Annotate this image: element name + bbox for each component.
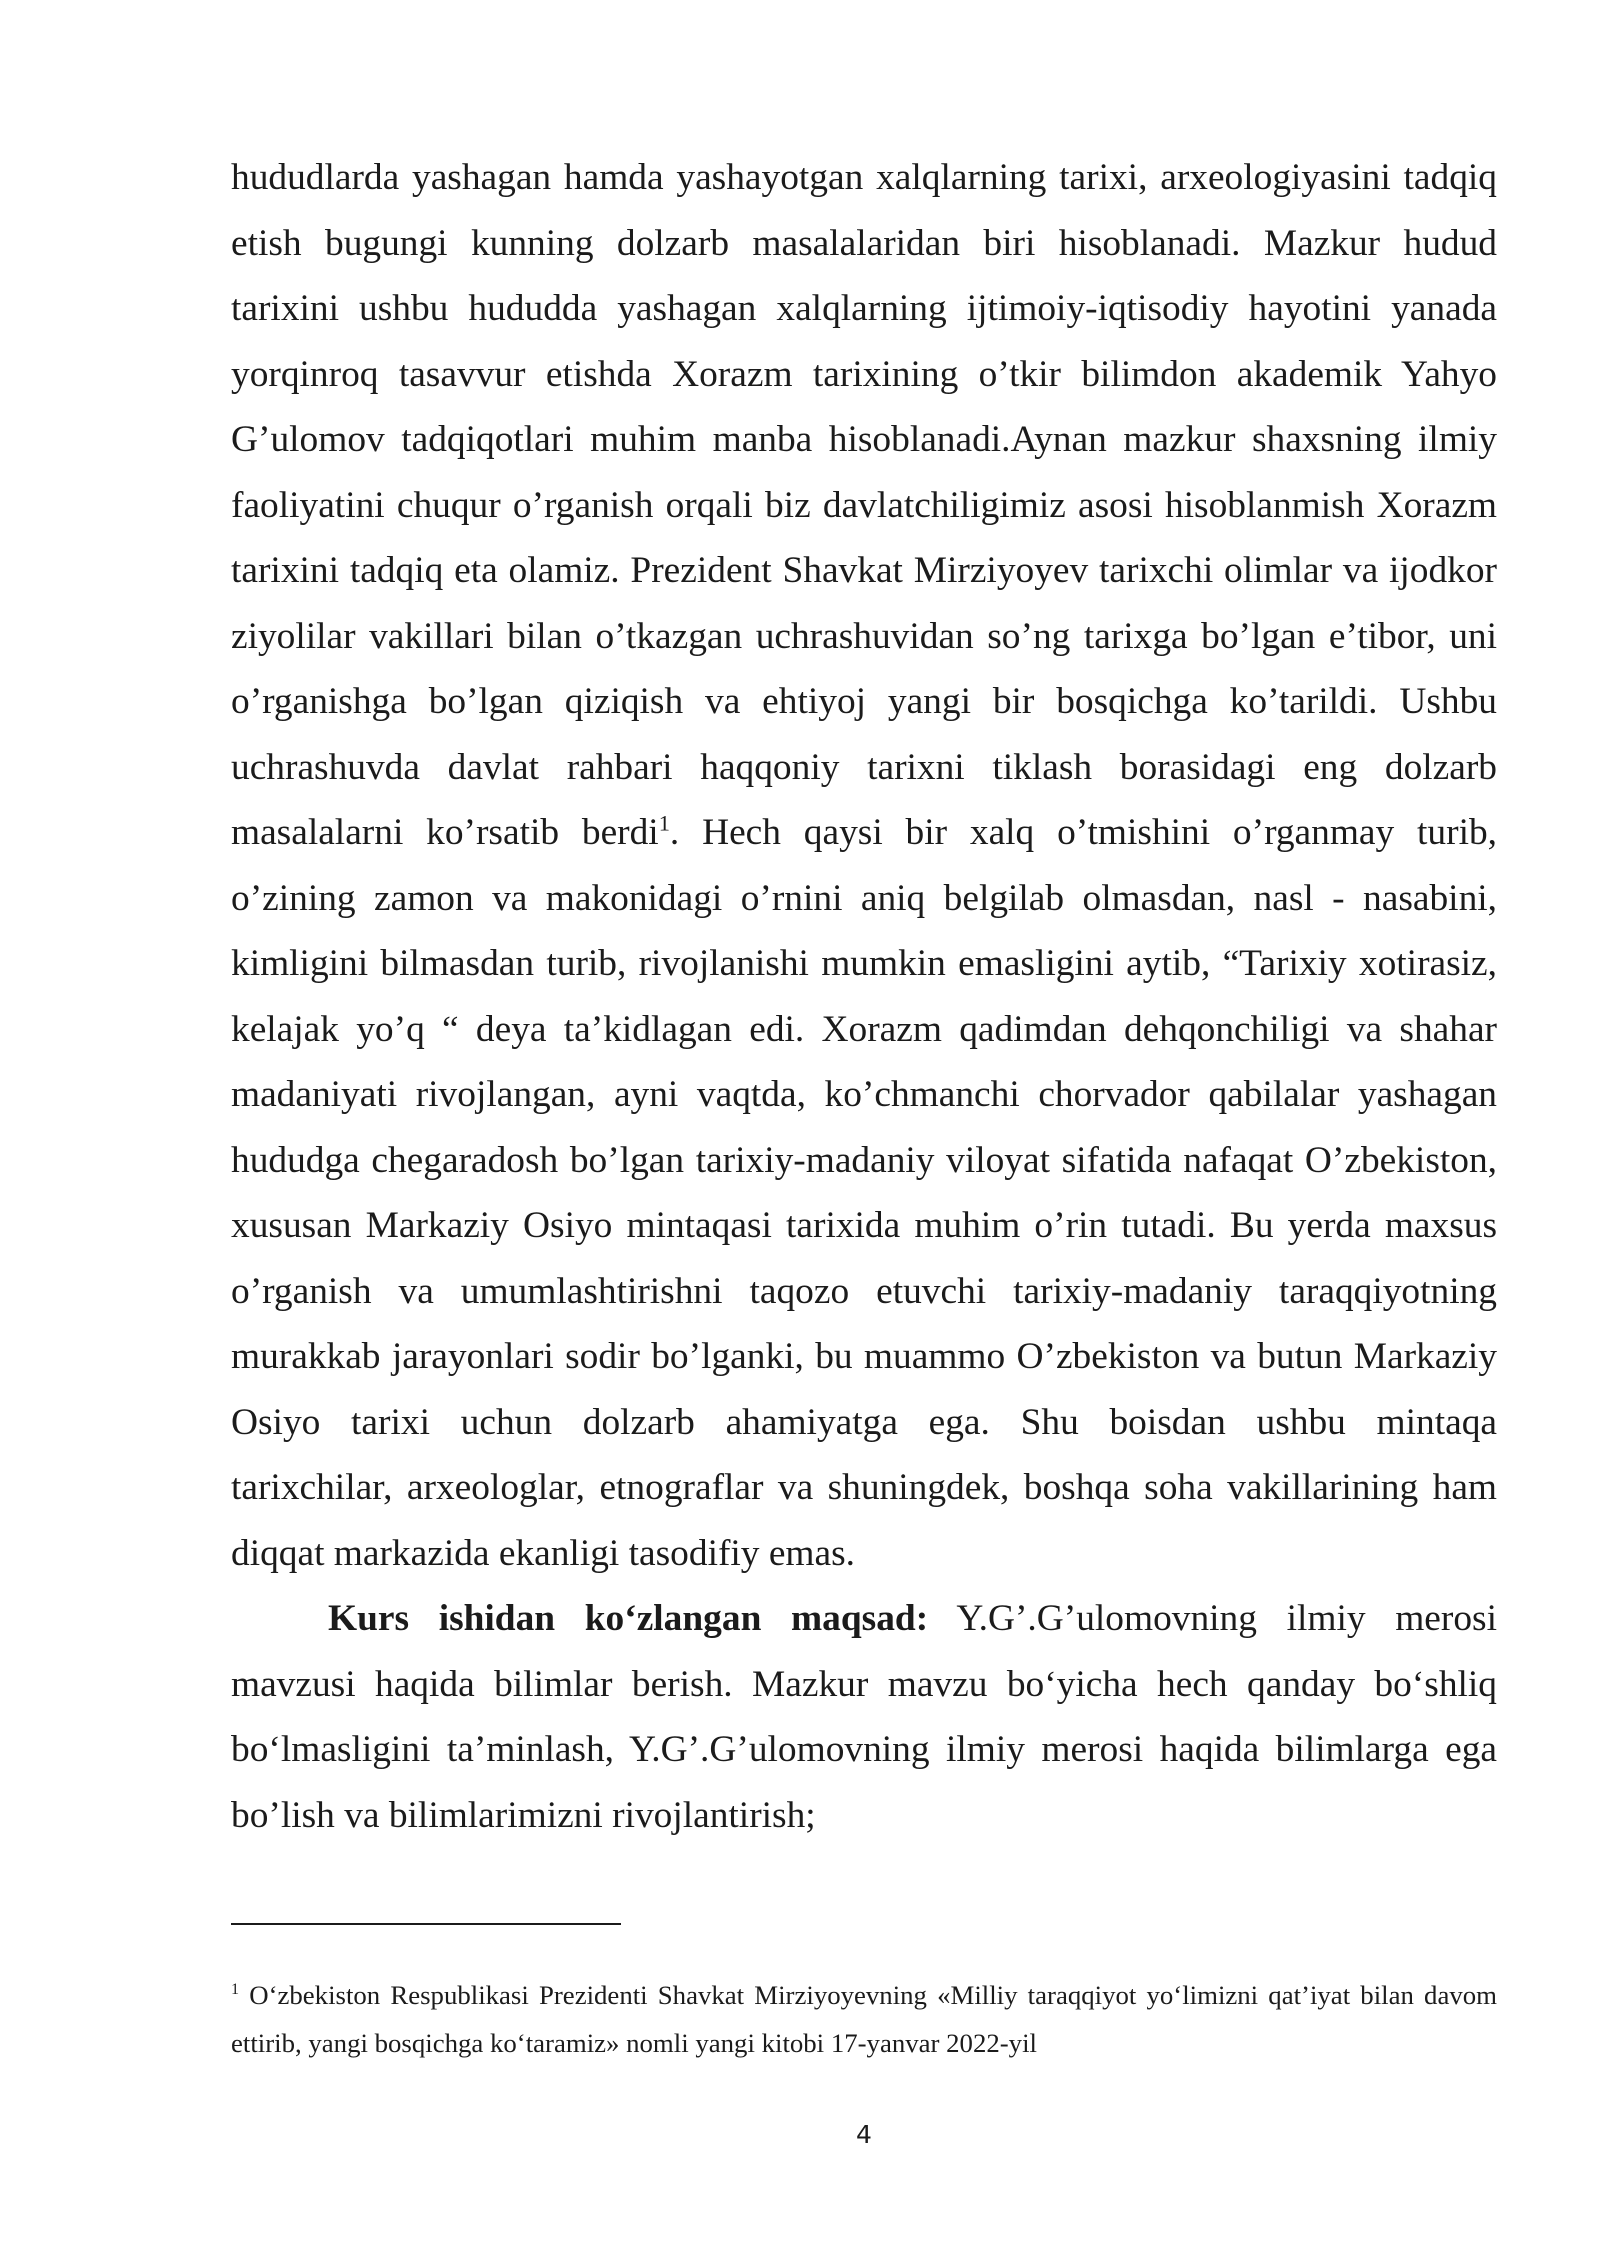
footnote-separator	[231, 1923, 621, 1925]
text-line: kimligini bilmasdan turib, rivojlanishi mumkin emasligini aytib, “Tarixiy xotirasiz,	[231, 943, 1497, 984]
page-number: 4	[856, 2120, 872, 2149]
line-text: Y.G’.G’ulomovning ilmiy merosi	[928, 1598, 1497, 1639]
text-line: xususan Markaziy Osiyo mintaqasi tarixida muhim o’rin tutadi. Bu yerda maxsus	[231, 1205, 1497, 1246]
body-text	[231, 145, 1497, 1848]
text-line	[231, 800, 1497, 866]
text-line: tarixchilar, arxeologlar, etnograflar va shuningdek, boshqa soha vakillarining ham	[231, 1467, 1497, 1508]
text-line: yorqinroq tasavvur etishda Xorazm tarixining o’tkir bilimdon akademik Yahyo	[231, 353, 1497, 395]
text-line: o’zining zamon va makonidagi o’rnini aniq belgilab olmasdan, nasl - nasabini,	[231, 877, 1497, 919]
line-text: masalalarni ko’rsatib berdi	[231, 812, 659, 853]
text-line: hududlarda yashagan hamda yashayotgan xalqlarning tarixi, arxeologiyasini tadqiq	[231, 157, 1497, 198]
footnote-line: ettirib, yangi bosqichga ko‘taramiz» nomli yangi kitobi 17-yanvar 2022-yil	[231, 2028, 1037, 2058]
text-line: diqqat markazida ekanligi tasodifiy emas.	[231, 1532, 856, 1574]
body-paragraph	[231, 145, 1497, 1586]
text-line: tarixini tadqiq eta olamiz. Prezident Shavkat Mirziyoyev tarixchi olimlar va ijodkor	[231, 550, 1497, 591]
text-line: tarixini ushbu hududda yashagan xalqlarning ijtimoiy-iqtisodiy hayotini yanada	[231, 288, 1497, 329]
text-line: bo’lish va bilimlarimizni rivojlantirish;	[231, 1794, 816, 1836]
text-line: bo‘lmasligini ta’minlash, Y.G’.G’ulomovning ilmiy merosi haqida bilimlarga ega	[231, 1729, 1497, 1770]
text-line: faoliyatini chuqur o’rganish orqali biz davlatchiligimiz asosi hisoblanmish Xorazm	[231, 484, 1497, 526]
text-line: G’ulomov tadqiqotlari muhim manba hisoblanadi.Aynan mazkur shaxsning ilmiy	[231, 419, 1497, 460]
text-line: uchrashuvda davlat rahbari haqqoniy tarixni tiklash borasidagi eng dolzarb	[231, 746, 1497, 788]
text-line: etish bugungi kunning dolzarb masalalaridan biri hisoblanadi. Mazkur hudud	[231, 222, 1497, 264]
footnote-marker: 1	[231, 1981, 240, 1999]
text-line: o’rganish va umumlashtirishni taqozo etuvchi tarixiy-madaniy taraqqiyotning	[231, 1270, 1497, 1312]
text-line	[231, 1586, 1497, 1652]
text-line: hududga chegaradosh bo’lgan tarixiy-madaniy viloyat sifatida nafaqat O’zbekiston,	[231, 1139, 1497, 1181]
text-line: kelajak yo’q “ deya ta’kidlagan edi. Xorazm qadimdan dehqonchiligi va shahar	[231, 1008, 1497, 1050]
footnote	[231, 1971, 1497, 2067]
text-line: madaniyati rivojlangan, ayni vaqtda, ko’chmanchi chorvador qabilalar yashagan	[231, 1074, 1497, 1115]
footnote-text: O‘zbekiston Respublikasi Prezidenti Shavkat Mirziyoyevning «Milliy taraqqiyot yo‘limizni qat’iyat bilan davom	[239, 1980, 1497, 2010]
footnote-line	[231, 1971, 1497, 2019]
goal-paragraph	[231, 1586, 1497, 1848]
text-line: Osiyo tarixi uchun dolzarb ahamiyatga ega. Shu boisdan ushbu mintaqa	[231, 1401, 1497, 1443]
text-line: o’rganishga bo’lgan qiziqish va ehtiyoj yangi bir bosqichga ko’tarildi. Ushbu	[231, 681, 1497, 722]
goal-heading: Kurs ishidan ko‘zlangan maqsad:	[328, 1598, 929, 1639]
text-line: ziyolilar vakillari bilan o’tkazgan uchrashuvidan so’ng tarixga bo’lgan e’tibor, uni	[231, 615, 1497, 657]
footnote-reference: 1	[658, 810, 670, 836]
text-line: murakkab jarayonlari sodir bo’lganki, bu muammo O’zbekiston va butun Markaziy	[231, 1336, 1497, 1377]
line-text: . Hech qaysi bir xalq o’tmishini o’rganmay turib,	[669, 812, 1497, 853]
text-line: mavzusi haqida bilimlar berish. Mazkur mavzu bo‘yicha hech qanday bo‘shliq	[231, 1663, 1497, 1705]
